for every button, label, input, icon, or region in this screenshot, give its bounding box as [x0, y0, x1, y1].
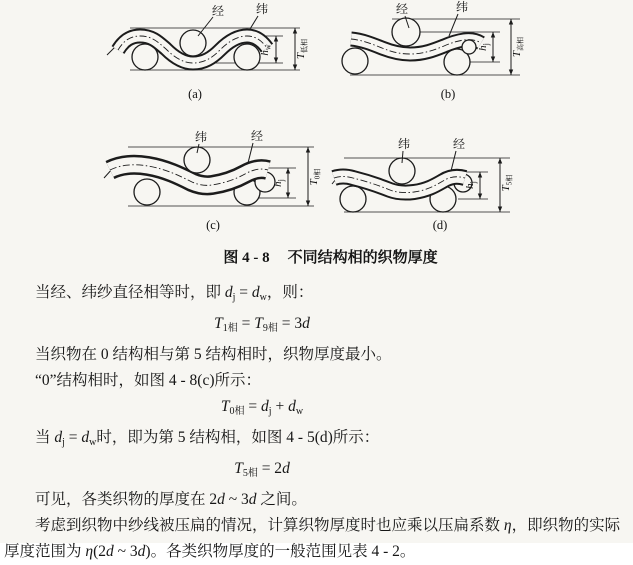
weft-label: 纬	[194, 130, 208, 144]
warp-label: 经	[250, 129, 264, 143]
equation-line: T0相 = dj + dw	[220, 398, 304, 417]
leader-line	[248, 143, 253, 163]
diagram-a	[100, 2, 325, 102]
subfigure-tag: (d)	[432, 218, 448, 232]
yarn-circle	[134, 179, 160, 205]
yarn-circle	[180, 30, 206, 56]
subfigure-tag: (b)	[440, 87, 456, 101]
thickness-label: $T_{0相}$	[308, 168, 322, 186]
weft-label: 纬	[455, 0, 469, 14]
paragraph-line: 可见，各类织物的厚度在 2d ~ 3d 之间。	[35, 491, 307, 508]
diagram-c	[100, 122, 335, 234]
thickness-label: $T_{5相}$	[500, 174, 514, 192]
diagram-d	[332, 122, 567, 234]
paragraph-line: 厚度范围为 η(2d ~ 3d)。各类织物厚度的一般范围见表 4 - 2。	[4, 543, 416, 560]
dimension-arrows	[491, 19, 513, 75]
crimp-height-label: $h_j$	[477, 43, 491, 51]
dimension-arrows	[286, 147, 310, 206]
equation-line: T5相 = 2d	[234, 460, 290, 479]
subfigure-tag: (c)	[206, 218, 220, 232]
warp-label: 经	[452, 137, 466, 151]
diagram-b	[348, 2, 573, 102]
yarn-end-circle	[462, 40, 476, 54]
dimension-arrows	[274, 28, 297, 70]
figure-title: 不同结构相的织物厚度	[287, 250, 438, 266]
leader-line	[250, 16, 258, 29]
equation-line: T1相 = T9相 = 3d	[214, 315, 310, 334]
crimp-height-label: $h_j$	[464, 181, 478, 189]
warp-label: 经	[395, 2, 409, 16]
weft-label: 纬	[255, 2, 269, 16]
leader-line	[449, 14, 458, 36]
body-text	[4, 280, 631, 565]
thickness-label: $T_{高相}$	[511, 36, 525, 58]
figure-caption	[0, 246, 633, 267]
paragraph-line: 当织物在 0 结构相与第 5 结构相时，织物厚度最小。	[35, 346, 392, 363]
yarn-circle	[234, 44, 260, 70]
yarn-circle	[342, 48, 368, 74]
subfigure-tag: (a)	[188, 87, 202, 101]
thickness-label: $T_{低相}$	[295, 38, 309, 60]
dimension-arrows	[478, 158, 502, 212]
warp-label: 经	[211, 4, 225, 18]
paragraph-line: 考虑到织物中纱线被压扁的情况，计算织物厚度时也应乘以压扁系数 η，即织物的实际	[35, 517, 621, 534]
crimp-height-label: $h_w$	[259, 44, 273, 56]
crimp-height-label: $h_j$	[272, 179, 286, 187]
paragraph-line: “0”结构相时，如图 4 - 8(c)所示：	[35, 372, 261, 389]
leader-line	[451, 151, 456, 171]
yarn-circle	[392, 18, 420, 46]
weft-label: 纬	[397, 137, 411, 151]
paragraph-line: 当 dj = dw时，即为第 5 结构相，如图 4 - 5(d)所示：	[35, 429, 380, 448]
paragraph-line: 当经、纬纱直径相等时，即 dj = dw，则：	[35, 284, 314, 303]
yarn-circle	[340, 186, 366, 212]
figure-number: 图 4 - 8	[223, 250, 270, 266]
leader-line	[198, 17, 213, 36]
